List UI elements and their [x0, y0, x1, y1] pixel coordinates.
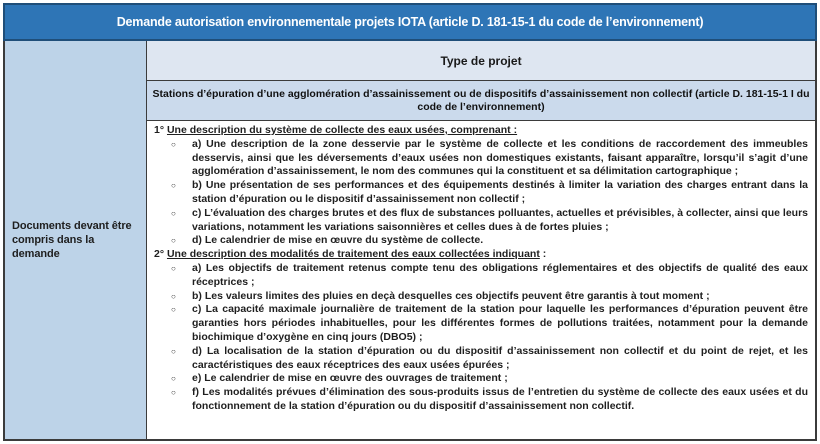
title-banner: [3, 3, 817, 41]
project-type-label: Stations d’épuration d’une agglomération d’assainissement ou de dispositifs d’assainissement non collectif (article D. 181-15-1 I du code de l’environnement): [152, 87, 810, 113]
requirement-item: [154, 138, 808, 179]
requirement-item: [154, 290, 808, 304]
requirement-item: [154, 262, 808, 290]
section-heading: [154, 124, 808, 138]
circle-bullet-icon: ○: [171, 374, 176, 384]
section-heading-text: Une description des modalités de traitement des eaux collectées indiquant: [166, 248, 540, 261]
requirements-list: [154, 124, 808, 414]
requirement-item: [154, 372, 808, 386]
right-column: [147, 41, 815, 439]
section-heading-suffix: :: [539, 248, 547, 261]
project-type-cell: [147, 81, 815, 121]
circle-bullet-icon: ○: [171, 291, 176, 301]
circle-bullet-icon: ○: [171, 346, 176, 356]
type-de-projet-header-cell: [147, 41, 815, 81]
circle-bullet-icon: ○: [171, 263, 176, 273]
requirement-text: c) L’évaluation des charges brutes et des flux de substances polluantes, actuelles et prévisibles, à collecter, ainsi que leurs variations, notamment les variations saisonnières et celles dues à de fortes pluies ;: [192, 206, 808, 233]
circle-bullet-icon: ○: [171, 388, 176, 398]
requirements-cell: [147, 121, 815, 439]
requirement-text: b) Une présentation de ses performances et des équipements destinés à limiter la variation des charges entrant dans la station d’épuration ou le dispositif d’assainissement non collectif ;: [192, 179, 808, 205]
requirement-item: [154, 179, 808, 207]
circle-bullet-icon: ○: [171, 236, 176, 246]
requirement-item: [154, 303, 808, 344]
section-heading-text: Une description du système de collecte des eaux usées, comprenant :: [166, 124, 518, 136]
section-number: 2°: [154, 248, 167, 261]
circle-bullet-icon: ○: [171, 208, 176, 218]
page-title: Demande autorisation environnementale projets IOTA (article D. 181-15-1 du code de l’environnement): [116, 15, 704, 29]
documents-table: [3, 41, 817, 441]
left-column-cell: [5, 41, 147, 439]
requirement-text: b) Les valeurs limites des pluies en deçà desquelles ces objectifs peuvent être garantis à tout moment ;: [192, 289, 710, 302]
requirement-text: f) Les modalités prévues d’élimination des sous-produits issus de l’entretien du système de collecte des eaux usées et du fonctionnement de la station d’épuration ou du dispositif d’assainissement non collectif.: [192, 386, 808, 412]
type-de-projet-label: Type de projet: [440, 53, 522, 68]
requirement-text: e) Le calendrier de mise en œuvre des ouvrages de traitement ;: [192, 372, 508, 385]
requirement-item: [154, 207, 808, 235]
requirement-item: [154, 234, 808, 248]
requirement-item: [154, 386, 808, 414]
requirement-text: c) La capacité maximale journalière de traitement de la station pour laquelle les performances d’épuration peuvent être garanties hors périodes inhabituelles, pour les différentes formes de pollutions traitées, notamment pour la demande biochimique d’oxygène en cinq jours (DBO5) ;: [192, 303, 808, 343]
requirement-text: d) La localisation de la station d’épuration ou du dispositif d’assainissement non collectif et du point de rejet, et les caractéristiques des eaux réceptrices des eaux usées épurées ;: [192, 344, 808, 371]
circle-bullet-icon: ○: [171, 305, 176, 315]
requirement-text: d) Le calendrier de mise en œuvre du système de collecte.: [192, 234, 484, 247]
requirement-text: a) Les objectifs de traitement retenus compte tenu des obligations réglementaires et des objectifs de qualité des eaux réceptrices ;: [192, 261, 808, 288]
section-heading: [154, 248, 808, 262]
left-column-label: Documents devant être compris dans la demande: [12, 220, 132, 260]
circle-bullet-icon: ○: [171, 139, 176, 149]
section-number: 1°: [154, 124, 167, 136]
requirement-text: a) Une description de la zone desservie par le système de collecte et les conditions de raccordement des immeubles desservis, ainsi que les déversements d’eaux usées non domestiques existants, faisant apparaître, lorsqu’il s’agit d’une agglomération d’assainissement, le nom des communes qui la constituent et sa délimitation cartographique ;: [192, 137, 808, 178]
circle-bullet-icon: ○: [171, 181, 176, 191]
requirement-item: [154, 345, 808, 373]
